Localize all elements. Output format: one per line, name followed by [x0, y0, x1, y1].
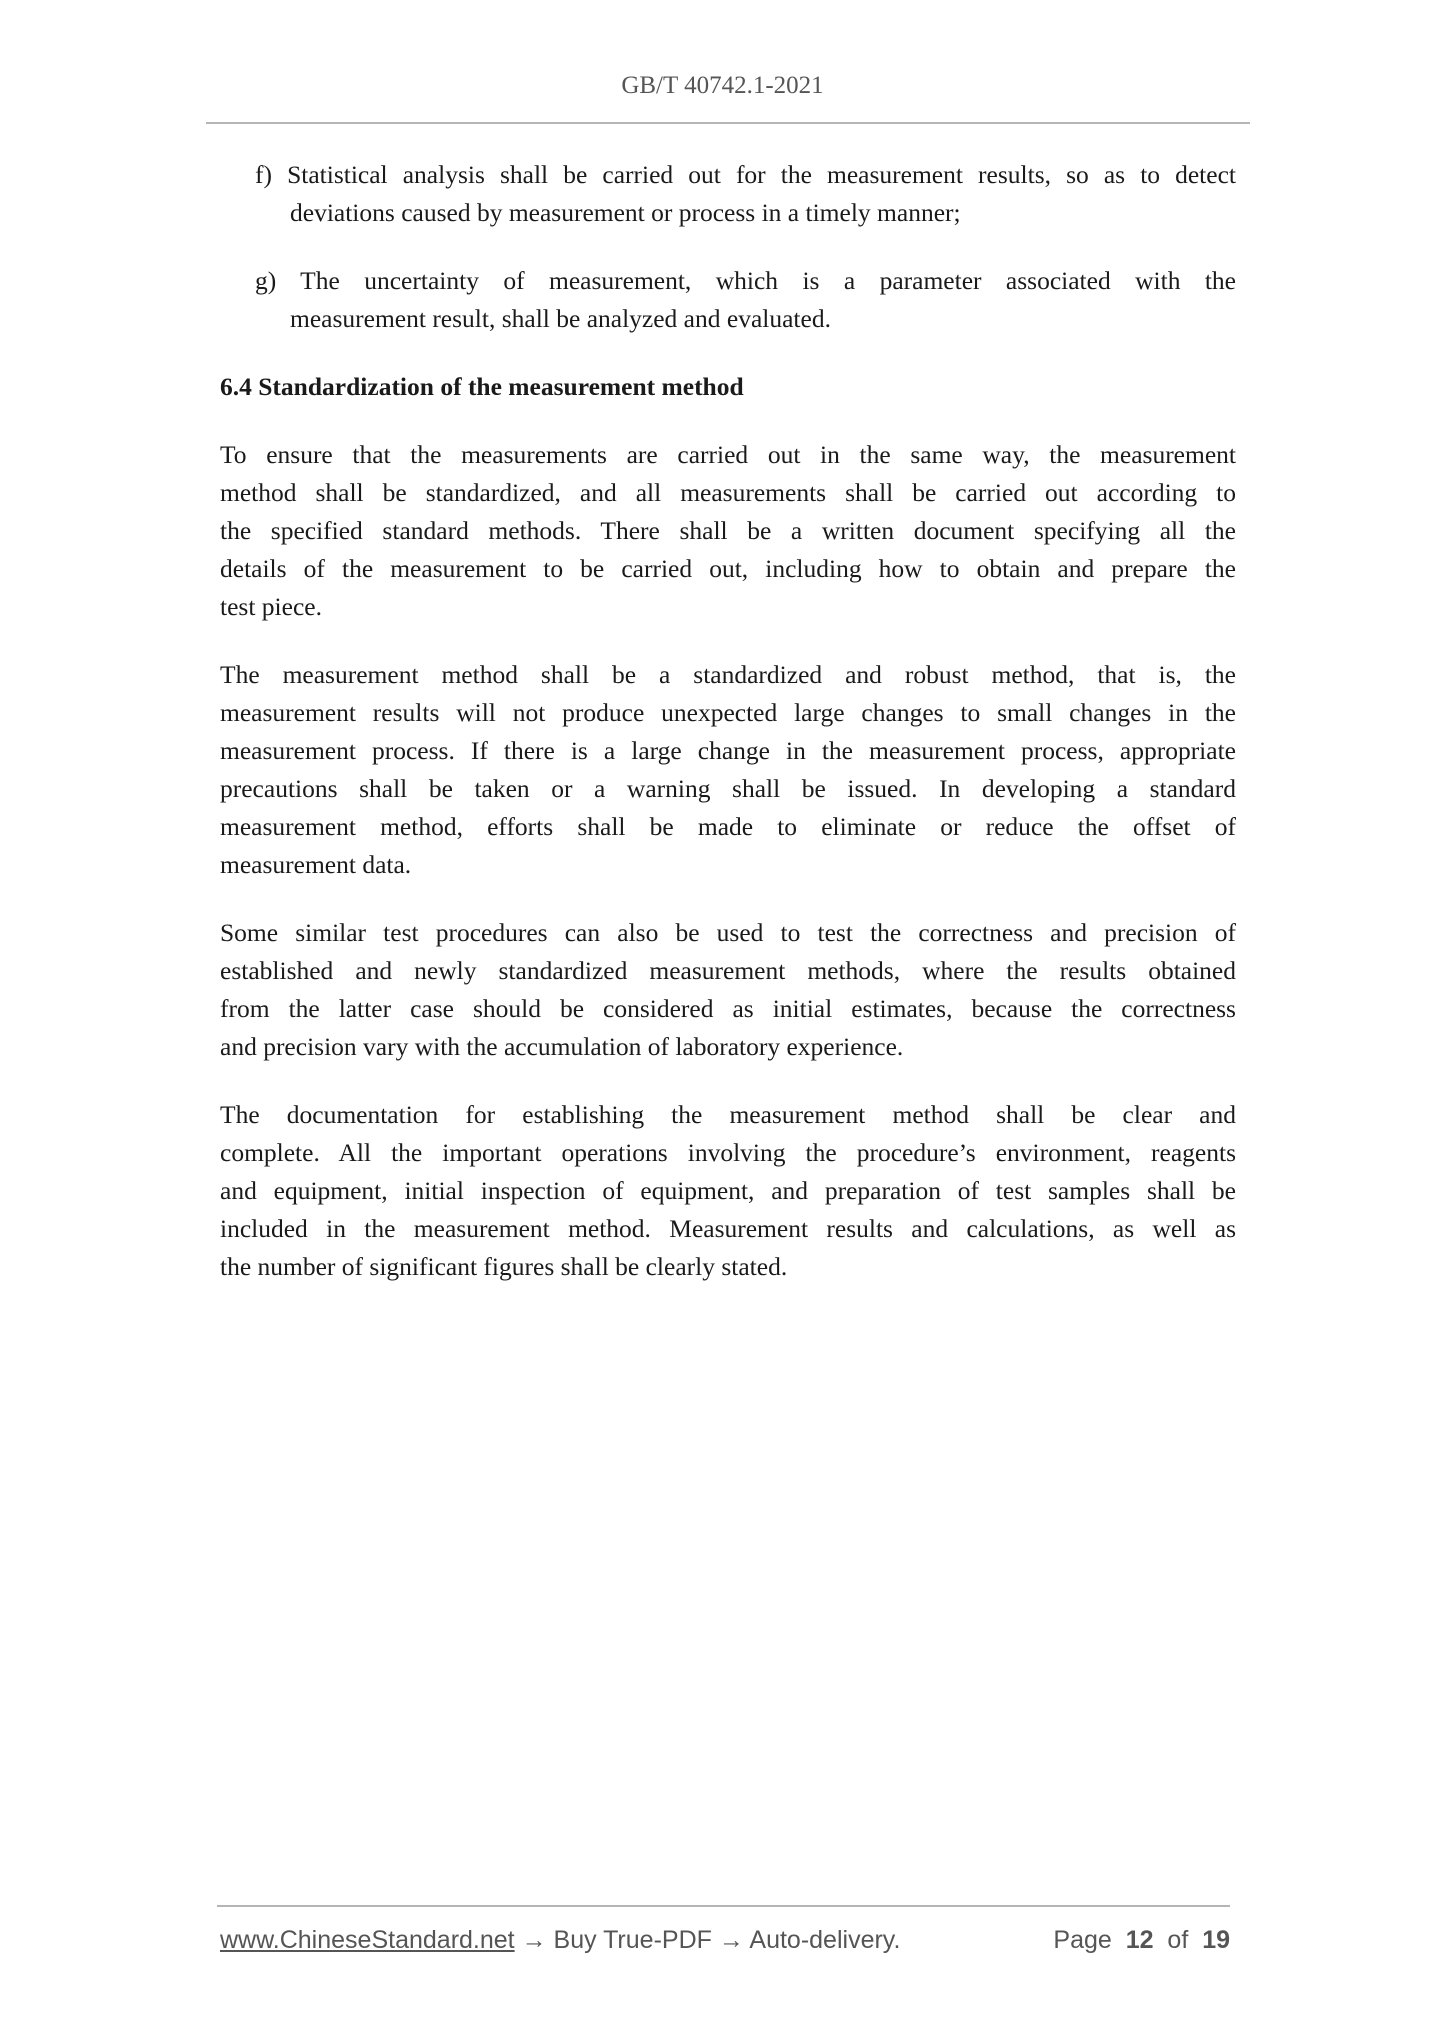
text-line: measurement process. If there is a large change in the measurement process, appropriate — [220, 736, 1236, 765]
list-items — [220, 156, 1236, 338]
page-current: 12 — [1125, 1926, 1154, 1954]
text-line: measurement result, shall be analyzed and evaluated. — [290, 304, 831, 333]
text-line: complete. All the important operations involving the procedure’s environment, reagents — [220, 1138, 1236, 1167]
paragraph — [220, 436, 1236, 626]
page-content — [220, 156, 1236, 1316]
text-line: details of the measurement to be carried out, including how to obtain and prepare the — [220, 554, 1236, 583]
text-line: the number of significant figures shall be clearly stated. — [220, 1252, 788, 1281]
text-line: measurement data. — [220, 850, 412, 879]
text-line: test piece. — [220, 592, 322, 621]
text-line: g) The uncertainty of measurement, which is a parameter associated with the — [255, 266, 1236, 295]
text-line: Some similar test procedures can also be used to test the correctness and precision of — [220, 918, 1236, 947]
paragraph — [220, 656, 1236, 884]
text-line: included in the measurement method. Measurement results and calculations, as well as — [220, 1214, 1236, 1243]
footer-tagline: → Buy True-PDF → Auto-delivery. — [514, 1926, 901, 1954]
text-line: the specified standard methods. There shall be a written document specifying all the — [220, 516, 1236, 545]
paragraphs — [220, 436, 1236, 1286]
text-line: established and newly standardized measurement methods, where the results obtained — [220, 956, 1236, 985]
text-line: deviations caused by measurement or process in a timely manner; — [290, 198, 961, 227]
of-label: of — [1167, 1926, 1189, 1954]
paragraph — [220, 1096, 1236, 1286]
footer — [220, 1926, 1230, 1955]
site-link[interactable]: www.ChineseStandard.net — [220, 1926, 515, 1954]
text-line: from the latter case should be considered as initial estimates, because the correctness — [220, 994, 1236, 1023]
text-line: and equipment, initial inspection of equipment, and preparation of test samples shall be — [220, 1176, 1236, 1205]
page-total: 19 — [1202, 1926, 1230, 1954]
text-line: and precision vary with the accumulation of laboratory experience. — [220, 1032, 904, 1061]
header-divider — [206, 122, 1250, 124]
page-indicator — [1053, 1926, 1230, 1955]
text-line: The documentation for establishing the measurement method shall be clear and — [220, 1100, 1236, 1129]
text-line: measurement results will not produce unexpected large changes to small changes in the — [220, 698, 1236, 727]
list-item — [220, 156, 1236, 232]
list-item — [220, 262, 1236, 338]
page-label: Page — [1053, 1926, 1112, 1954]
section-heading: 6.4 Standardization of the measurement method — [220, 372, 744, 401]
text-line: To ensure that the measurements are carried out in the same way, the measurement — [220, 440, 1236, 469]
paragraph — [220, 914, 1236, 1066]
footer-divider — [217, 1905, 1230, 1907]
footer-promo — [220, 1926, 900, 1955]
text-line: method shall be standardized, and all measurements shall be carried out according to — [220, 478, 1236, 507]
text-line: measurement method, efforts shall be made to eliminate or reduce the offset of — [220, 812, 1236, 841]
text-line: precautions shall be taken or a warning shall be issued. In developing a standard — [220, 774, 1236, 803]
document-id-header: GB/T 40742.1-2021 — [621, 72, 824, 99]
text-line: The measurement method shall be a standardized and robust method, that is, the — [220, 660, 1236, 689]
text-line: f) Statistical analysis shall be carried out for the measurement results, so as to detect — [255, 160, 1236, 189]
